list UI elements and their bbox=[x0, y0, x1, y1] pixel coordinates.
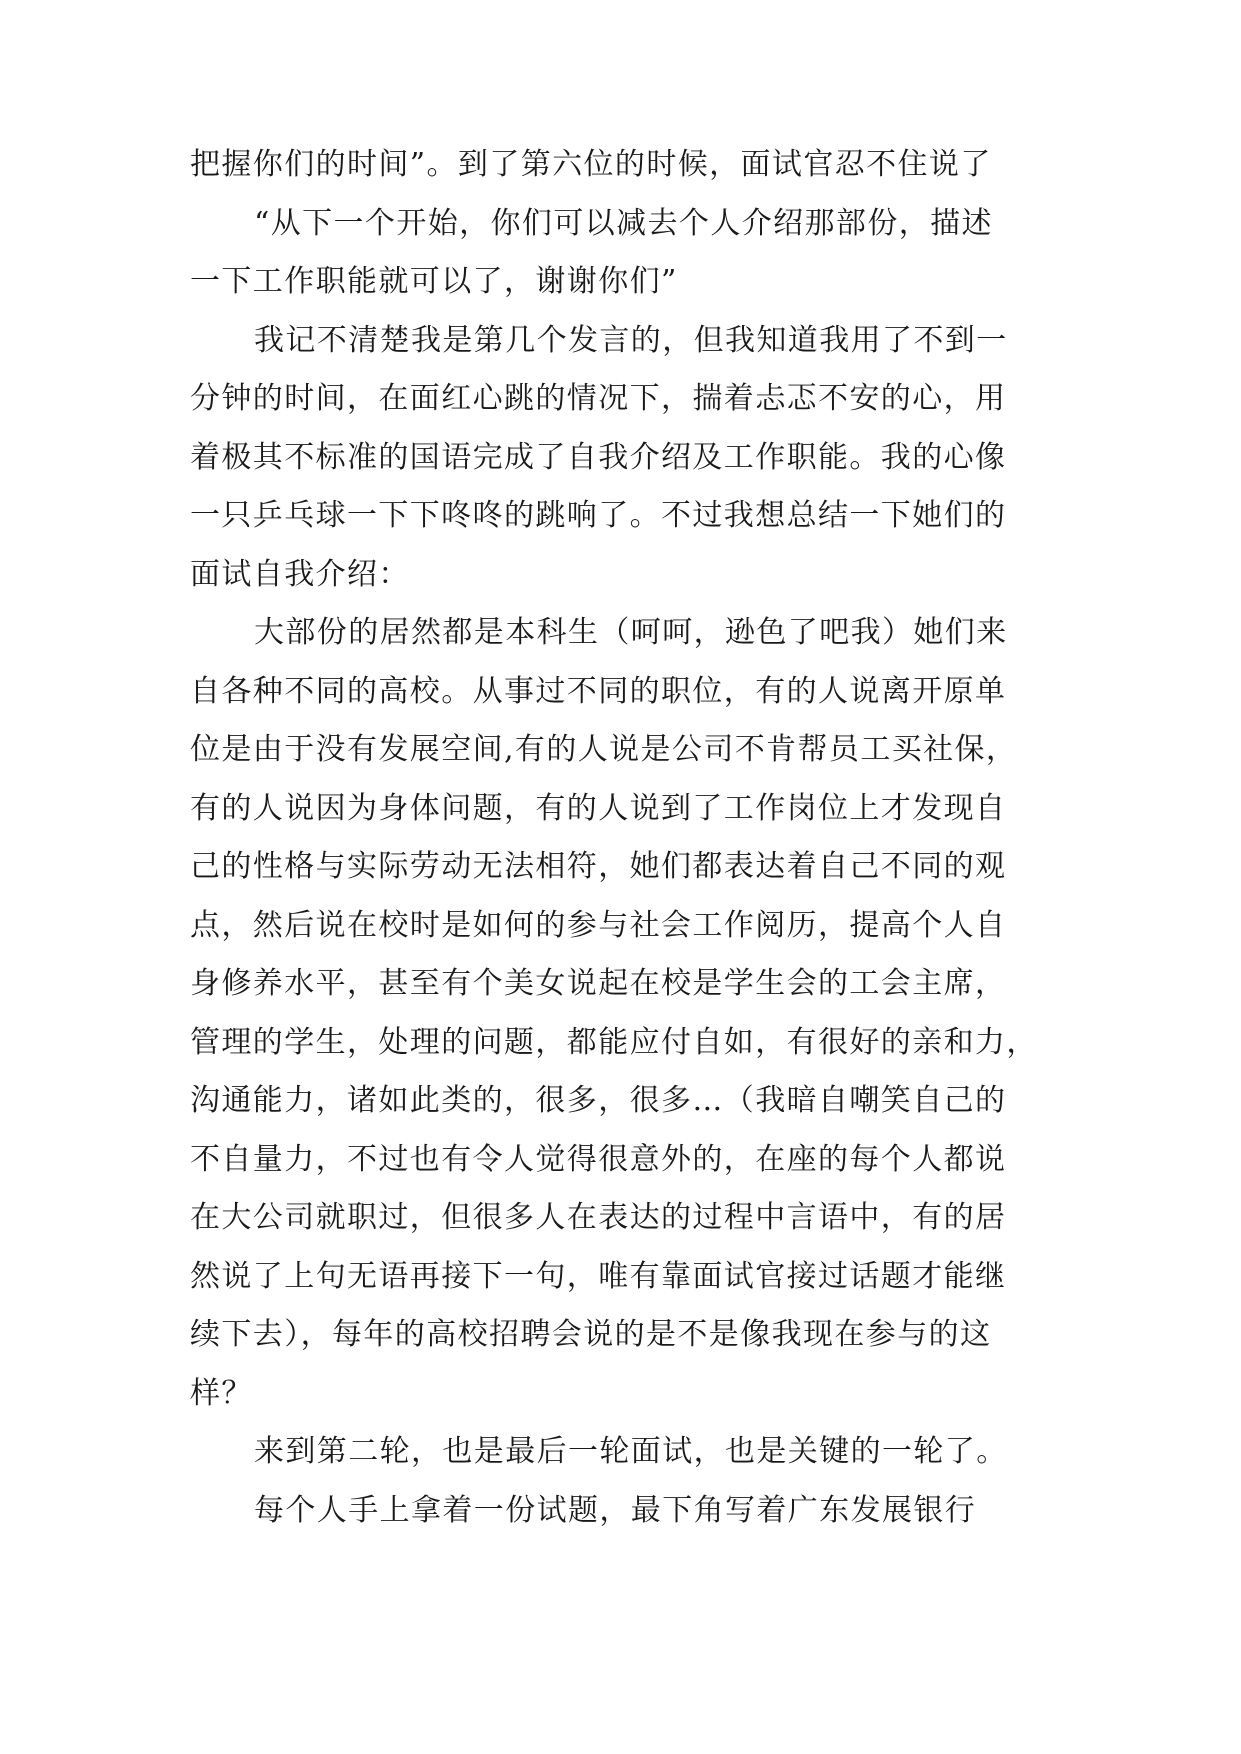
text-line: 自各种不同的高校。从事过不同的职位，有的人说离开原单 bbox=[190, 673, 1007, 709]
text-line: 位是由于没有发展空间,有的人说是公司不肯帮员工买社保， bbox=[190, 732, 1018, 767]
text-line: 沟通能力，诸如此类的，很多，很多…（我暗自嘲笑自己的 bbox=[190, 1083, 1007, 1118]
text-line: 着极其不标准的国语完成了自我介绍及工作职能。我的心像 bbox=[190, 439, 1007, 475]
text-line: 然说了上句无语再接下一句，唯有靠面试官接过话题才能继 bbox=[190, 1258, 1007, 1294]
text-line: 把握你们的时间”。到了第六位的时候，面试官忍不住说了 bbox=[190, 147, 992, 182]
text-line: 样？ bbox=[190, 1375, 253, 1411]
text-line: 大部份的居然都是本科生（呵呵，逊色了吧我）她们来 bbox=[254, 615, 1008, 650]
text-line: “从下一个开始，你们可以减去个人介绍那部份，描述 bbox=[254, 205, 993, 241]
text-line: 己的性格与实际劳动无法相符，她们都表达着自己不同的观 bbox=[190, 849, 1007, 884]
text-line: 一下工作职能就可以了，谢谢你们” bbox=[190, 264, 678, 299]
text-line: 在大公司就职过，但很多人在表达的过程中言语中，有的居 bbox=[190, 1200, 1007, 1235]
text-line: 每个人手上拿着一份试题，最下角写着广东发展银行 bbox=[254, 1492, 977, 1528]
text-line: 管理的学生，处理的问题，都能应付自如，有很好的亲和力， bbox=[190, 1024, 1038, 1060]
text-line: 身修养水平，甚至有个美女说起在校是学生会的工会主席， bbox=[190, 966, 1007, 1001]
text-line: 面试自我介绍： bbox=[190, 556, 410, 592]
text-line: 一只乒乓球一下下咚咚的跳响了。不过我想总结一下她们的 bbox=[190, 498, 1007, 533]
text-line: 不自量力，不过也有令人觉得很意外的，在座的每个人都说 bbox=[190, 1141, 1007, 1177]
text-line: 我记不清楚我是第几个发言的，但我知道我用了不到一 bbox=[254, 322, 1008, 358]
text-line: 点，然后说在校时是如何的参与社会工作阅历，提高个人自 bbox=[190, 907, 1007, 943]
text-line: 来到第二轮，也是最后一轮面试，也是关键的一轮了。 bbox=[254, 1434, 1008, 1469]
text-line: 续下去），每年的高校招聘会说的是不是像我现在参与的这 bbox=[190, 1317, 992, 1352]
text-line: 有的人说因为身体问题，有的人说到了工作岗位上才发现自 bbox=[190, 790, 1007, 826]
text-line: 分钟的时间，在面红心跳的情况下，揣着忐忑不安的心，用 bbox=[190, 381, 1007, 416]
